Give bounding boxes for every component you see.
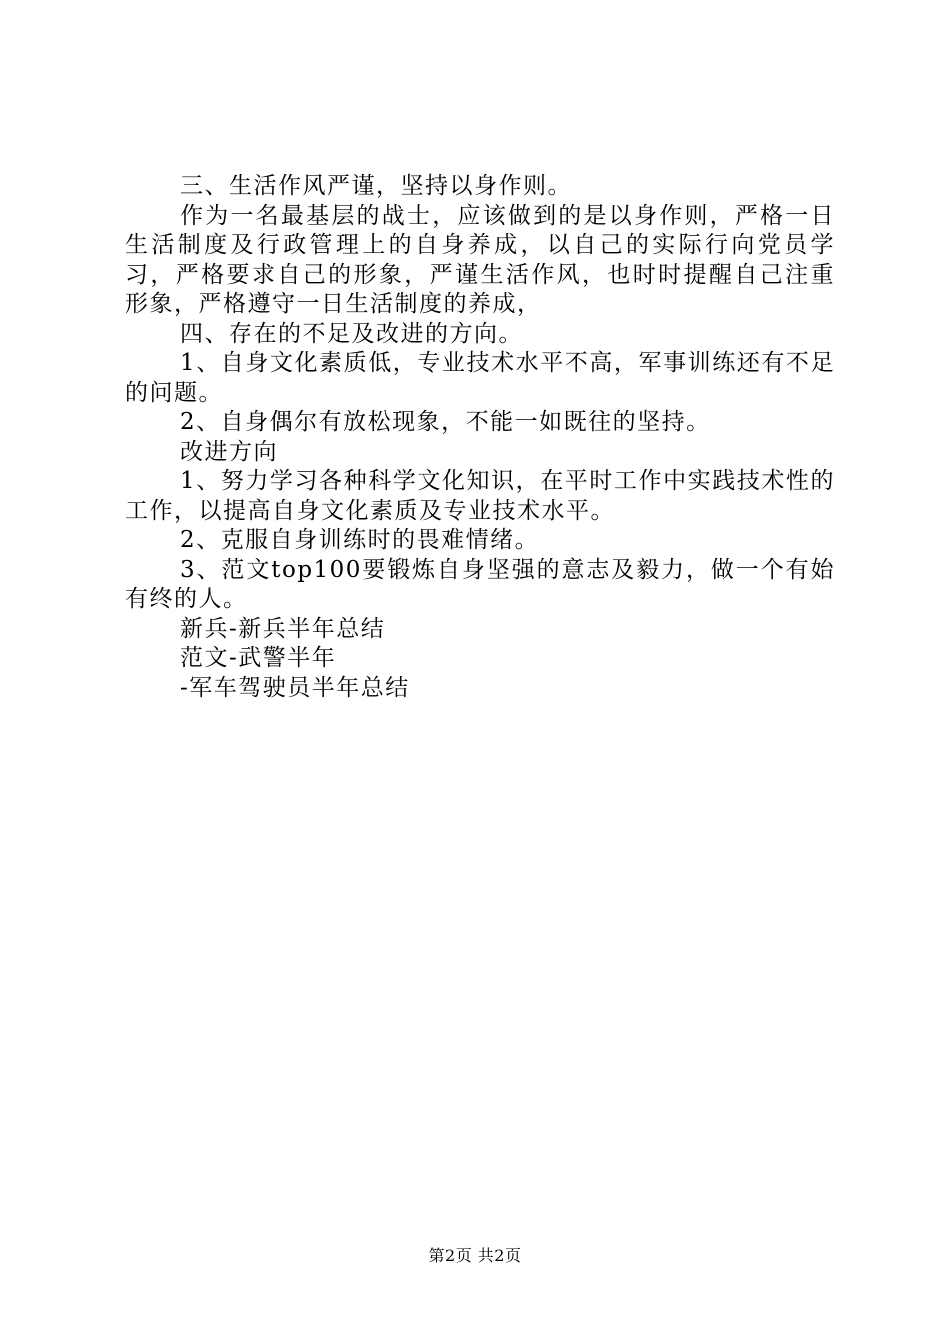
improvement-item-3: 3、范文top100要锻炼自身坚强的意志及毅力，做一个有始有终的人。 bbox=[125, 556, 835, 612]
shortcoming-item-1: 1、自身文化素质低，专业技术水平不高，军事训练还有不足的问题。 bbox=[125, 350, 835, 406]
page-number-footer: 第2页 共2页 bbox=[428, 1246, 522, 1265]
related-link-1: 新兵-新兵半年总结 bbox=[180, 615, 386, 642]
improvement-item-2: 2、克服自身训练时的畏难情绪。 bbox=[180, 527, 540, 553]
related-link-2: 范文-武警半年 bbox=[180, 645, 337, 671]
section-heading-4: 四、存在的不足及改进的方向。 bbox=[180, 320, 523, 347]
improvement-heading: 改进方向 bbox=[180, 438, 278, 465]
paragraph-conduct: 作为一名最基层的战士，应该做到的是以身作则，严格一日生活制度及行政管理上的自身养成，以自己的实际行向党员学习，严格要求自己的形象，严谨生活作风，也时时提醒自己注重形象，严格遵守一日生活制度的养成， bbox=[125, 202, 835, 317]
section-heading-3: 三、生活作风严谨，坚持以身作则。 bbox=[180, 173, 572, 199]
related-link-3: -军车驾驶员半年总结 bbox=[180, 674, 410, 701]
shortcoming-item-2: 2、自身偶尔有放松现象，不能一如既往的坚持。 bbox=[180, 409, 711, 435]
document-body bbox=[125, 172, 835, 703]
improvement-item-1: 1、努力学习各种科学文化知识，在平时工作中实践技术性的工作，以提高自身文化素质及专业技术水平。 bbox=[125, 468, 835, 524]
